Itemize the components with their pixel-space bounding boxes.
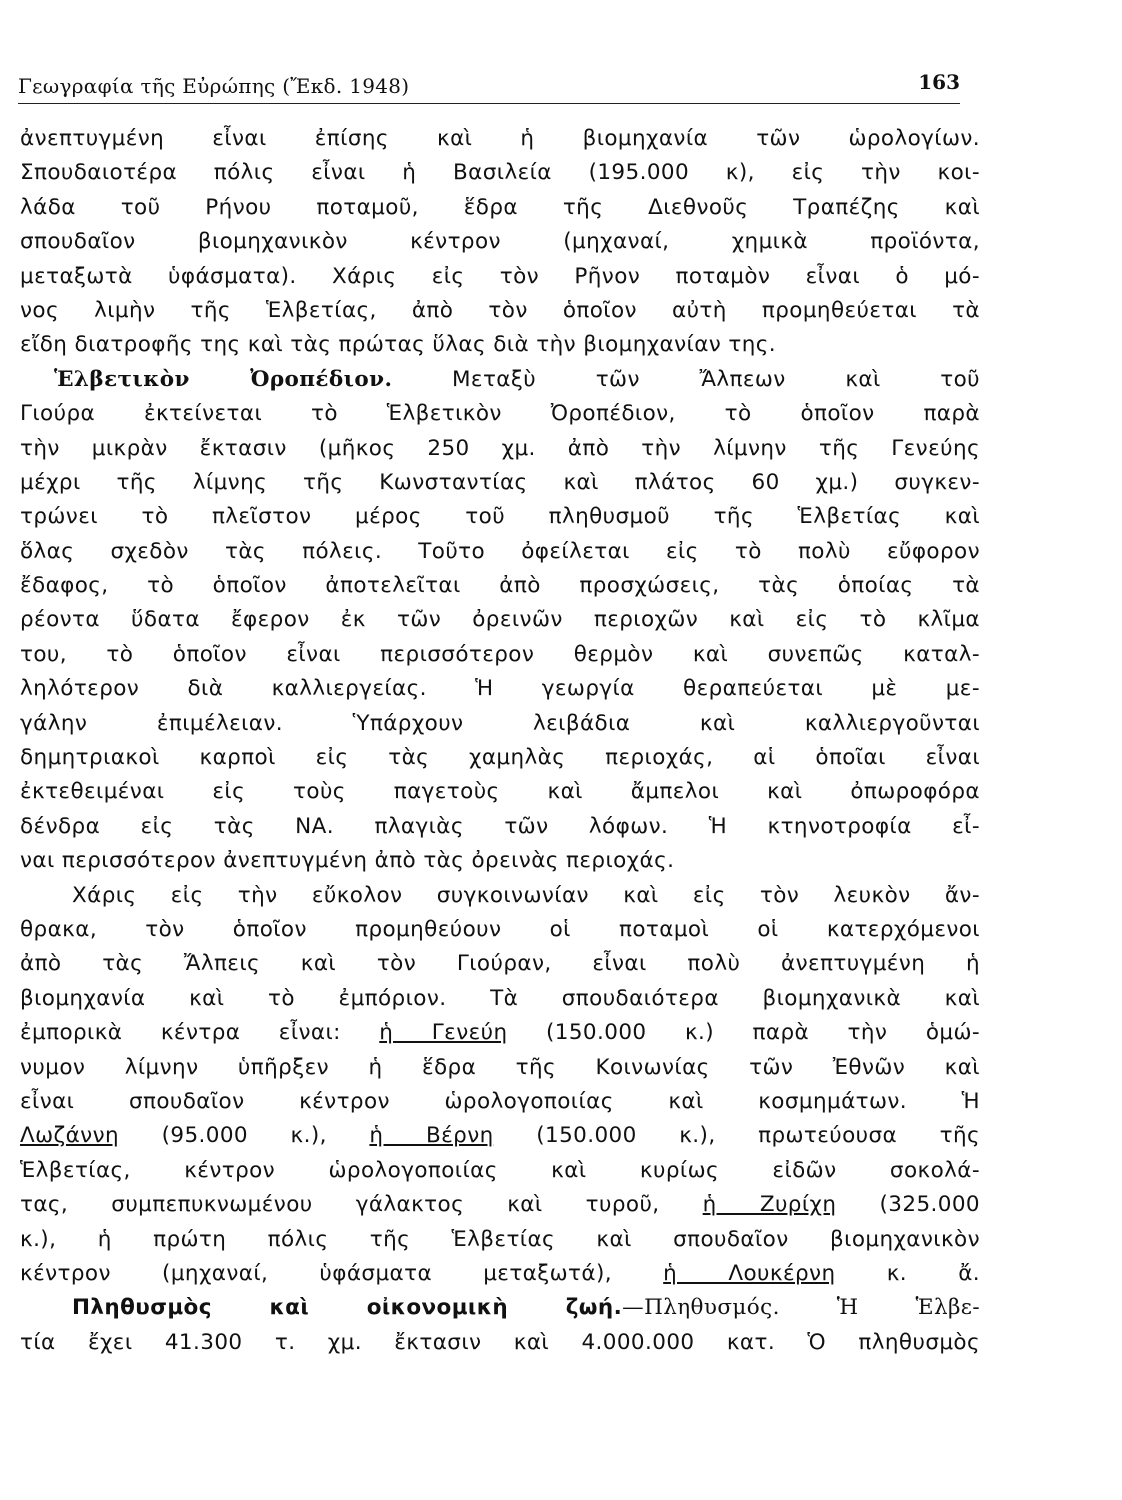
text-line bbox=[20, 363, 980, 397]
city-geneva: ἡ Γενεύη bbox=[379, 1020, 508, 1046]
text-line: τὴν μικρὰν ἔκτασιν (μῆκος 250 χμ. ἀπὸ τὴν λίμνην τῆς Γενεύης bbox=[20, 435, 980, 461]
text-span: Μεταξὺ τῶν Ἄλπεων καὶ τοῦ bbox=[451, 366, 981, 392]
text-line: του, τὸ ὁποῖον εἶναι περισσότερον θερμὸν καὶ συνεπῶς καταλ- bbox=[20, 641, 980, 667]
text-span: —Πληθυσμός. Ἡ Ἑλβε- bbox=[622, 1295, 980, 1321]
header-rule bbox=[18, 103, 960, 104]
text-line: ὅλας σχεδὸν τὰς πόλεις. Τοῦτο ὀφείλεται εἰς τὸ πολὺ εὔφορον bbox=[20, 538, 980, 564]
text-line: Γιούρα ἐκτείνεται τὸ Ἑλβετικὸν Ὀροπέδιον, τὸ ὁποῖον παρὰ bbox=[20, 401, 980, 427]
city-bern: ἡ Βέρνη bbox=[369, 1123, 494, 1149]
body-text bbox=[20, 122, 980, 1360]
text-line: εἶναι σπουδαῖον κέντρον ὡρολογοποιίας καὶ κοσμημάτων. Ἡ bbox=[20, 1088, 980, 1114]
text-line: Χάρις εἰς τὴν εὔκολον συγκοινωνίαν καὶ εἰς τὸν λευκὸν ἄν- bbox=[72, 882, 980, 908]
text-line: ἐκτεθειμέναι εἰς τοὺς παγετοὺς καὶ ἄμπελοι καὶ ὀπωροφόρα bbox=[20, 779, 980, 805]
text-line: νυμον λίμνην ὑπῆρξεν ἡ ἕδρα τῆς Κοινωνίας τῶν Ἐθνῶν καὶ bbox=[20, 1054, 980, 1080]
text-line bbox=[20, 1291, 980, 1325]
text-span: (325.000 bbox=[879, 1192, 981, 1218]
text-line: ληλότερον διὰ καλλιεργείας. Ἡ γεωργία θεραπεύεται μὲ με- bbox=[20, 676, 980, 702]
text-line: ἔδαφος, τὸ ὁποῖον ἀποτελεῖται ἀπὸ προσχώσεις, τὰς ὁποίας τὰ bbox=[20, 573, 980, 599]
text-line: δημητριακοὶ καρποὶ εἰς τὰς χαμηλὰς περιοχάς, αἱ ὁποῖαι εἶναι bbox=[20, 745, 980, 771]
text-line: λάδα τοῦ Ρήνου ποταμοῦ, ἕδρα τῆς Διεθνοῦς Τραπέζης καὶ bbox=[20, 194, 980, 220]
city-lausanne: Λωζάννη bbox=[20, 1123, 120, 1149]
page-number: 163 bbox=[918, 70, 960, 94]
text-line: Ἑλβετίας, κέντρον ὡρολογοποιίας καὶ κυρίως εἰδῶν σοκολά- bbox=[20, 1157, 980, 1183]
text-line: δένδρα εἰς τὰς ΝΑ. πλαγιὰς τῶν λόφων. Ἡ κτηνοτροφία εἶ- bbox=[20, 813, 980, 839]
text-line: σπουδαῖον βιομηχανικὸν κέντρον (μηχαναί, χημικὰ προϊόντα, bbox=[20, 229, 980, 255]
text-line bbox=[20, 1016, 980, 1050]
text-line: γάλην ἐπιμέλειαν. Ὑπάρχουν λειβάδια καὶ καλλιεργοῦνται bbox=[20, 710, 980, 736]
text-line bbox=[20, 1257, 980, 1291]
city-lucerne: ἡ Λουκέρνη bbox=[663, 1260, 836, 1286]
text-span: (150.000 κ.) παρὰ τὴν ὁμώ- bbox=[545, 1020, 981, 1046]
text-span: κ. ἄ. bbox=[886, 1260, 980, 1286]
plateau-heading: Ἑλβετικὸν Ὀροπέδιον. bbox=[54, 366, 393, 392]
text-line: τία ἔχει 41.300 τ. χμ. ἔκτασιν καὶ 4.000.000 κατ. Ὁ πληθυσμὸς bbox=[20, 1329, 980, 1355]
text-line: εἴδη διατροφῆς της καὶ τὰς πρώτας ὕλας διὰ τὴν βιομηχανίαν της. bbox=[20, 332, 777, 358]
text-span: τας, συμπεπυκνωμένου γάλακτος καὶ τυροῦ, bbox=[20, 1192, 660, 1218]
text-line: Σπουδαιοτέρα πόλις εἶναι ἡ Βασιλεία (195.000 κ), εἰς τὴν κοι- bbox=[20, 160, 980, 186]
text-span: κέντρον (μηχαναί, ὑφάσματα μεταξωτά), bbox=[20, 1260, 612, 1286]
text-line: μέχρι τῆς λίμνης τῆς Κωνσταντίας καὶ πλάτος 60 χμ.) συγκεν- bbox=[20, 469, 980, 495]
text-line: βιομηχανία καὶ τὸ ἐμπόριον. Τὰ σπουδαιότερα βιομηχανικὰ καὶ bbox=[20, 985, 980, 1011]
population-heading: Πληθυσμὸς καὶ οἰκονομικὴ ζωή. bbox=[72, 1295, 623, 1321]
text-line bbox=[20, 1119, 980, 1153]
text-line: ἀνεπτυγμένη εἶναι ἐπίσης καὶ ἡ βιομηχανία τῶν ὡρολογίων. bbox=[20, 126, 980, 151]
text-line: νος λιμὴν τῆς Ἑλβετίας, ἀπὸ τὸν ὁποῖον αὐτὴ προμηθεύεται τὰ bbox=[20, 297, 980, 323]
text-line: μεταξωτὰ ὑφάσματα). Χάρις εἰς τὸν Ρῆνον ποταμὸν εἶναι ὁ μό- bbox=[20, 263, 980, 289]
text-line: κ.), ἡ πρώτη πόλις τῆς Ἑλβετίας καὶ σπουδαῖον βιομηχανικὸν bbox=[20, 1226, 980, 1252]
text-span: ἐμπορικὰ κέντρα εἶναι: bbox=[20, 1020, 341, 1046]
text-line: τρώνει τὸ πλεῖστον μέρος τοῦ πληθυσμοῦ τῆς Ἑλβετίας καὶ bbox=[20, 504, 980, 530]
text-line bbox=[20, 1188, 980, 1222]
text-line: ναι περισσότερον ἀνεπτυγμένη ἀπὸ τὰς ὀρεινὰς περιοχάς. bbox=[20, 848, 675, 874]
city-zurich: ἡ Ζυρίχη bbox=[702, 1192, 837, 1218]
text-line: ἀπὸ τὰς Ἄλπεις καὶ τὸν Γιούραν, εἶναι πολὺ ἀνεπτυγμένη ἡ bbox=[20, 951, 980, 977]
page-header bbox=[18, 64, 960, 104]
text-line: θρακα, τὸν ὁποῖον προμηθεύουν οἱ ποταμοὶ οἱ κατερχόμενοι bbox=[20, 916, 980, 942]
running-head: Γεωγραφία τῆς Εὐρώπης (Ἔκδ. 1948) bbox=[18, 74, 410, 98]
text-span: (95.000 κ.), bbox=[161, 1123, 327, 1149]
text-span: (150.000 κ.), πρωτεύουσα τῆς bbox=[536, 1123, 981, 1149]
text-line: ρέοντα ὕδατα ἔφερον ἐκ τῶν ὀρεινῶν περιοχῶν καὶ εἰς τὸ κλῖμα bbox=[20, 607, 980, 633]
